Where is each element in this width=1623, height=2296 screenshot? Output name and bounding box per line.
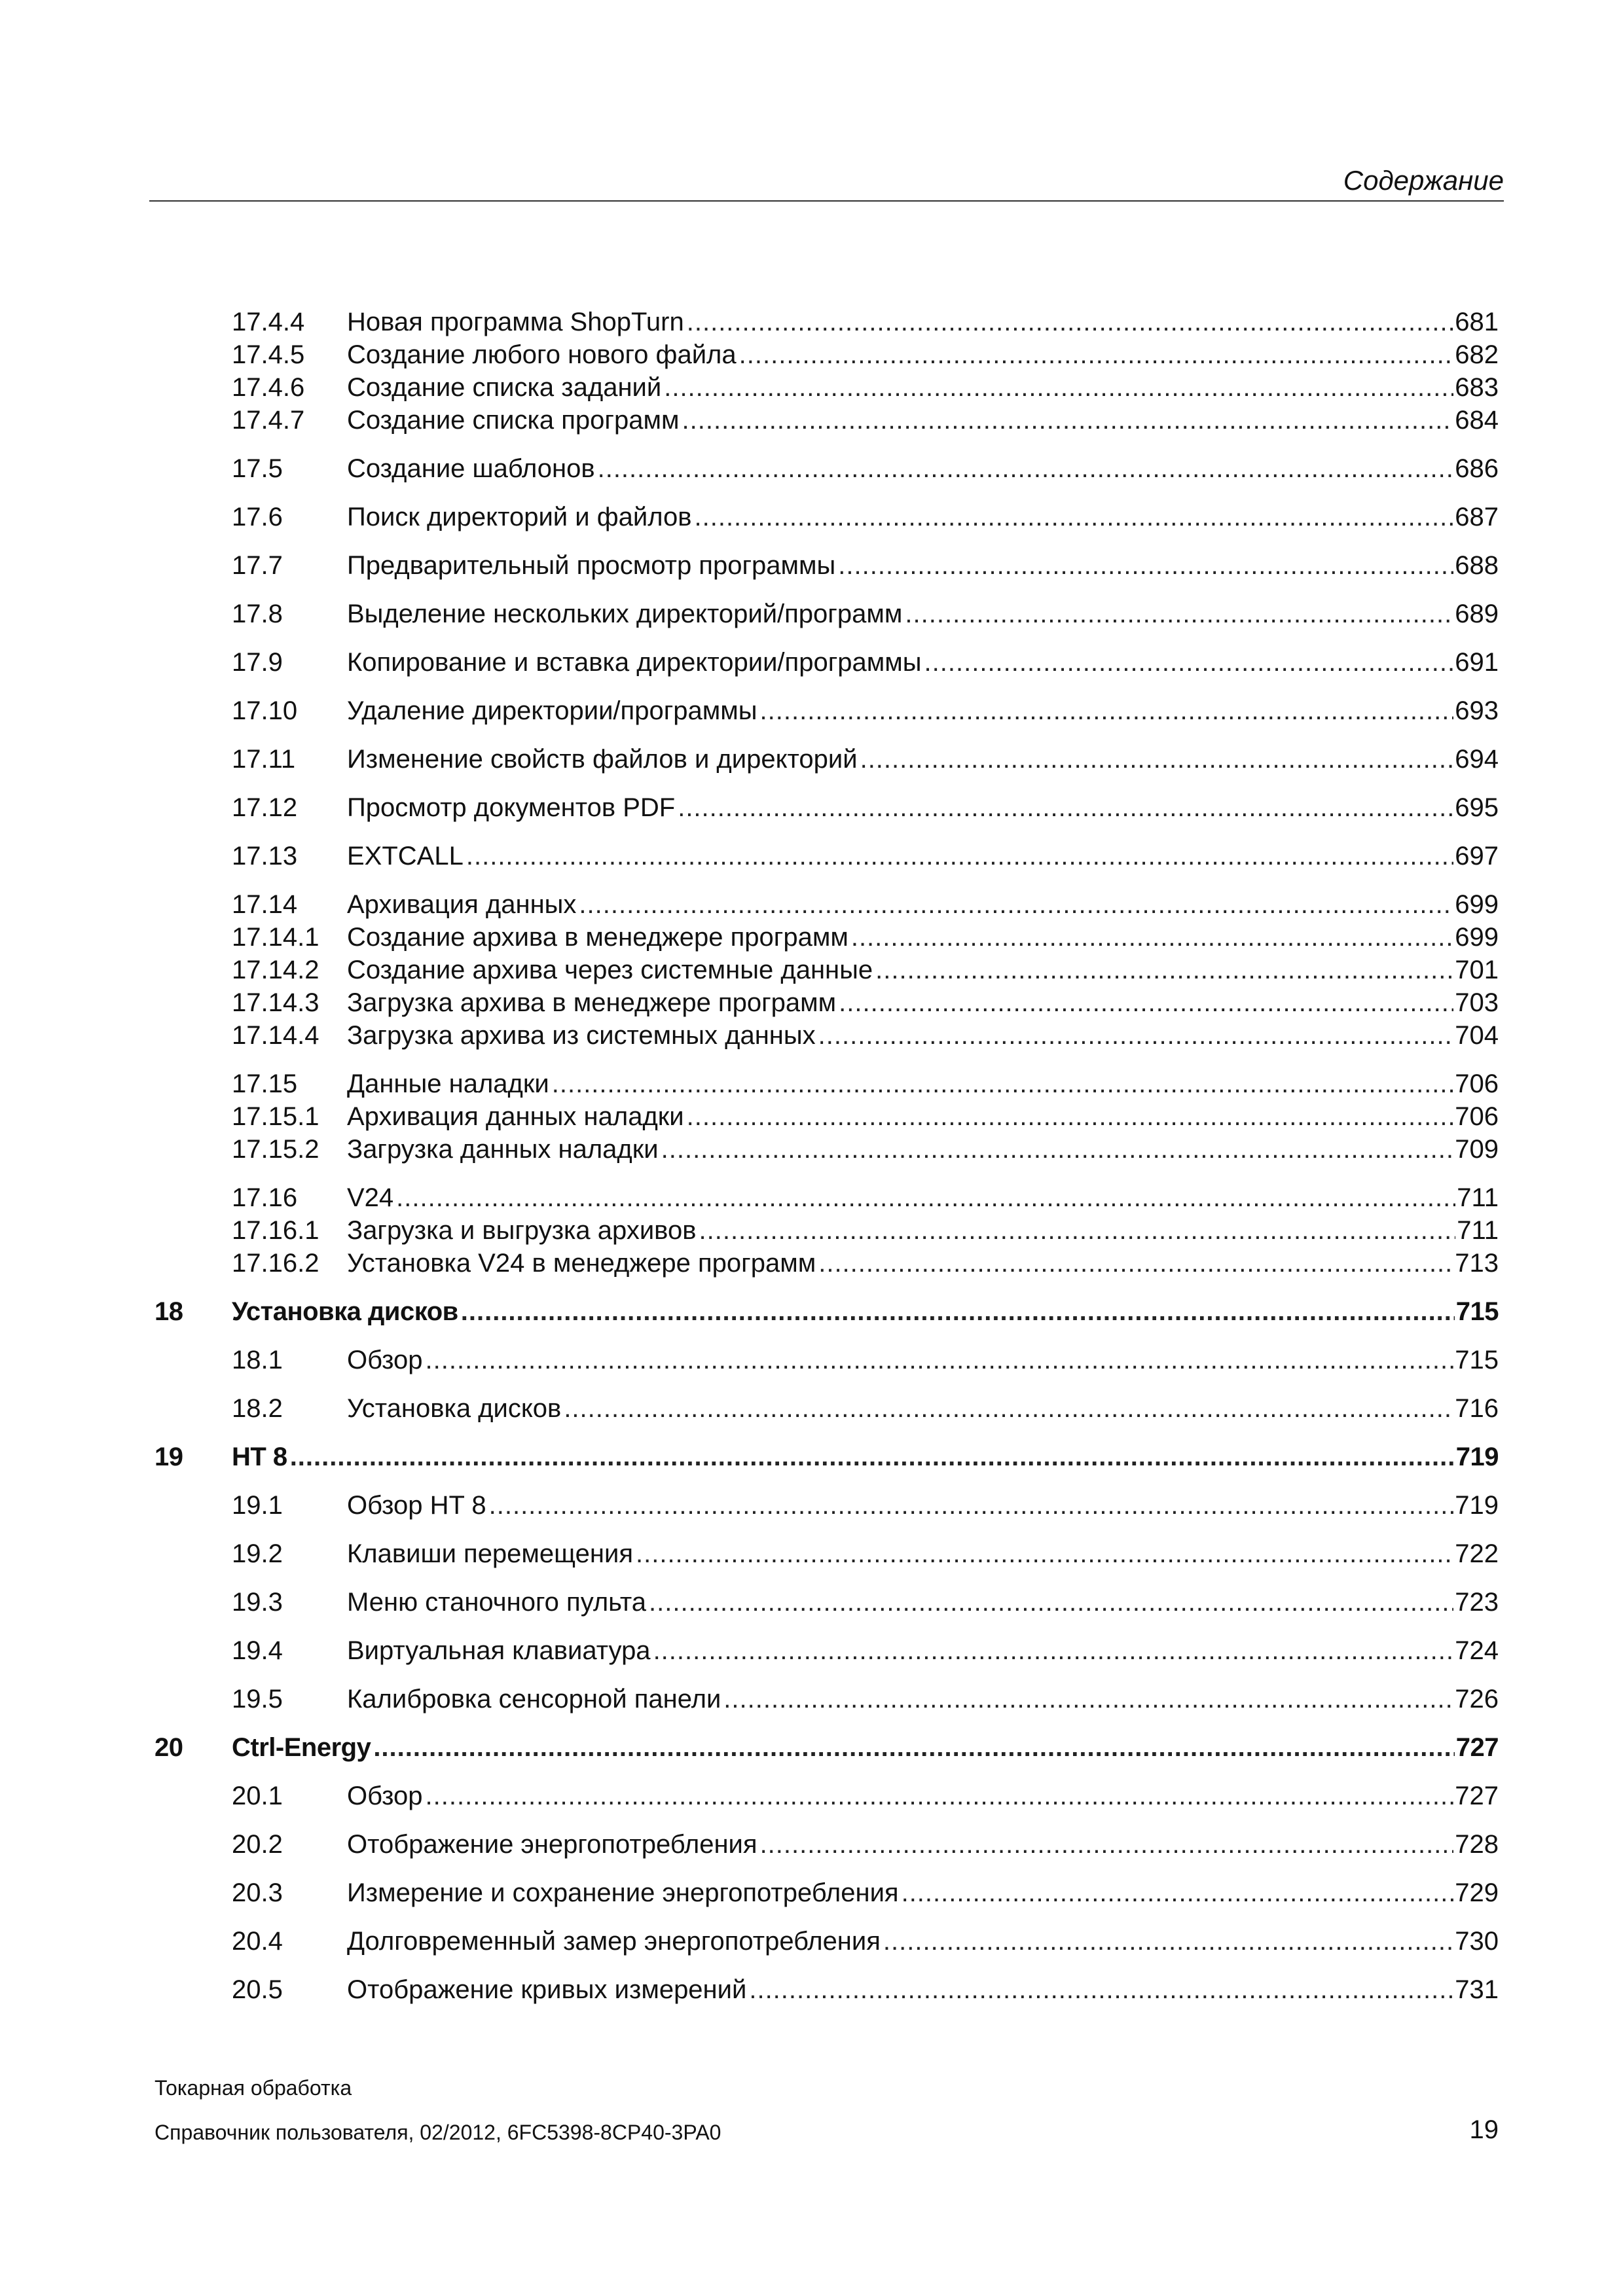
toc-entry-page-number: 699 xyxy=(1455,923,1499,952)
toc-dot-leader xyxy=(818,1246,1453,1280)
toc-entry-page-number: 706 xyxy=(1455,1069,1499,1098)
toc-entry-page-number: 727 xyxy=(1455,1733,1499,1762)
toc-entry-number: 17.4.4 xyxy=(232,308,305,336)
toc-entry-page-number: 687 xyxy=(1455,503,1499,531)
toc-dot-leader xyxy=(839,986,1453,1020)
toc-dot-leader xyxy=(818,1018,1454,1052)
toc-entry-page-number: 727 xyxy=(1455,1782,1499,1810)
toc-entry-title-with-leader xyxy=(347,920,1455,954)
toc-dot-leader xyxy=(739,338,1454,372)
toc-section-entry[interactable] xyxy=(155,694,1499,728)
toc-dot-leader xyxy=(579,888,1453,922)
toc-entry-number: 19.5 xyxy=(232,1685,283,1713)
toc-section-entry[interactable] xyxy=(155,403,1499,437)
toc-entry-number: 17.14 xyxy=(232,890,298,919)
toc-entry-number: 17.6 xyxy=(232,503,283,531)
toc-dot-leader xyxy=(489,1488,1454,1522)
toc-entry-title-with-leader xyxy=(347,305,1455,339)
toc-section-entry[interactable] xyxy=(155,791,1499,825)
toc-section-entry[interactable] xyxy=(155,839,1499,873)
toc-entry-title: Просмотр документов PDF xyxy=(347,793,676,822)
toc-entry-number: 17.13 xyxy=(232,842,298,870)
toc-entry-page-number: 697 xyxy=(1455,842,1499,870)
toc-entry-title: Установка дисков xyxy=(347,1394,562,1423)
toc-entry-title-with-leader xyxy=(347,694,1455,728)
toc-entry-title-with-leader xyxy=(347,1132,1455,1166)
toc-section-entry[interactable] xyxy=(155,338,1499,372)
toc-section-entry[interactable] xyxy=(155,1391,1499,1426)
toc-entry-title: Обзор xyxy=(347,1782,423,1810)
toc-entry-title: Архивация данных xyxy=(347,890,577,919)
toc-entry-page-number: 694 xyxy=(1455,745,1499,774)
toc-entry-page-number: 691 xyxy=(1455,648,1499,677)
toc-entry-title: Клавиши перемещения xyxy=(347,1539,633,1568)
toc-entry-page-number: 716 xyxy=(1455,1394,1499,1423)
toc-dot-leader xyxy=(924,645,1454,679)
toc-entry-page-number: 693 xyxy=(1455,696,1499,725)
toc-entry-number: 20.4 xyxy=(232,1927,283,1956)
toc-entry-title: Создание архива через системные данные xyxy=(347,956,873,984)
toc-entry-title: Обзор xyxy=(347,1346,423,1374)
toc-dot-leader xyxy=(461,1295,1455,1329)
toc-section-entry[interactable] xyxy=(155,1132,1499,1166)
toc-entry-title: Калибровка сенсорной панели xyxy=(347,1685,721,1713)
toc-entry-number: 17.14.4 xyxy=(232,1021,319,1050)
toc-dot-leader xyxy=(760,694,1454,728)
toc-entry-title-with-leader xyxy=(347,1018,1455,1052)
toc-chapter-entry[interactable] xyxy=(155,1731,1499,1765)
toc-entry-title: Долговременный замер энергопотребления xyxy=(347,1927,881,1956)
table-of-contents xyxy=(155,0,1499,2094)
toc-entry-title-with-leader xyxy=(347,791,1455,825)
toc-entry-page-number: 684 xyxy=(1455,406,1499,435)
toc-entry-number: 17.11 xyxy=(232,745,296,774)
toc-entry-number: 20.2 xyxy=(232,1830,283,1859)
toc-dot-leader xyxy=(723,1682,1453,1716)
toc-entry-page-number: 686 xyxy=(1455,454,1499,483)
toc-entry-title: Изменение свойств файлов и директорий xyxy=(347,745,858,774)
toc-dot-leader xyxy=(851,920,1453,954)
toc-entry-title-with-leader xyxy=(347,548,1455,583)
toc-section-entry[interactable] xyxy=(155,1537,1499,1571)
toc-entry-title-with-leader xyxy=(347,597,1455,631)
toc-entry-page-number: 711 xyxy=(1457,1183,1499,1212)
toc-entry-page-number: 703 xyxy=(1455,988,1499,1017)
toc-entry-number: 19 xyxy=(155,1443,183,1471)
toc-section-entry[interactable] xyxy=(155,1488,1499,1522)
toc-section-entry[interactable] xyxy=(155,1682,1499,1716)
toc-entry-number: 17.7 xyxy=(232,551,283,580)
toc-entry-title-with-leader xyxy=(347,338,1455,372)
toc-entry-page-number: 709 xyxy=(1455,1135,1499,1164)
toc-entry-page-number: 731 xyxy=(1455,1975,1499,2004)
toc-dot-leader xyxy=(860,742,1454,776)
toc-entry-title-with-leader xyxy=(347,1246,1455,1280)
toc-entry-title: Измерение и сохранение энергопотребления xyxy=(347,1878,899,1907)
toc-dot-leader xyxy=(661,1132,1454,1166)
toc-section-entry[interactable] xyxy=(155,1924,1499,1958)
toc-entry-number: 17.14.2 xyxy=(232,956,319,984)
toc-section-entry[interactable] xyxy=(155,1585,1499,1619)
toc-entry-page-number: 724 xyxy=(1455,1636,1499,1665)
toc-entry-page-number: 683 xyxy=(1455,373,1499,402)
toc-dot-leader xyxy=(653,1634,1454,1668)
toc-entry-title: Поиск директорий и файлов xyxy=(347,503,692,531)
toc-entry-number: 19.2 xyxy=(232,1539,283,1568)
toc-dot-leader xyxy=(694,500,1453,534)
toc-entry-title: HT 8 xyxy=(232,1443,287,1471)
toc-section-entry[interactable] xyxy=(155,1067,1499,1101)
toc-dot-leader xyxy=(678,791,1453,825)
toc-section-entry[interactable] xyxy=(155,1018,1499,1052)
toc-entry-title-with-leader xyxy=(347,645,1455,679)
toc-entry-title: Создание списка программ xyxy=(347,406,680,435)
toc-section-entry[interactable] xyxy=(155,548,1499,583)
toc-entry-number: 17.4.7 xyxy=(232,406,305,435)
toc-entry-title: Загрузка и выгрузка архивов xyxy=(347,1216,697,1245)
toc-entry-title: Данные наладки xyxy=(347,1069,549,1098)
toc-entry-title-with-leader xyxy=(347,1213,1457,1247)
toc-entry-title-with-leader xyxy=(347,1067,1455,1101)
toc-chapter-entry[interactable] xyxy=(155,1440,1499,1474)
toc-entry-title-with-leader xyxy=(347,1343,1455,1377)
toc-entry-number: 19.3 xyxy=(232,1588,283,1617)
toc-section-entry[interactable] xyxy=(155,305,1499,339)
toc-entry-page-number: 699 xyxy=(1455,890,1499,919)
toc-dot-leader xyxy=(749,1973,1453,2007)
toc-section-entry[interactable] xyxy=(155,1827,1499,1861)
toc-entry-number: 18.1 xyxy=(232,1346,283,1374)
toc-entry-title: Обзор HT 8 xyxy=(347,1491,486,1520)
toc-entry-title-with-leader xyxy=(347,1924,1455,1958)
toc-section-entry[interactable] xyxy=(155,597,1499,631)
toc-entry-page-number: 713 xyxy=(1455,1249,1499,1278)
toc-entry-number: 20.5 xyxy=(232,1975,283,2004)
toc-entry-page-number: 722 xyxy=(1455,1539,1499,1568)
toc-dot-leader xyxy=(466,839,1453,873)
toc-entry-number: 17.8 xyxy=(232,600,283,628)
toc-entry-page-number: 706 xyxy=(1455,1102,1499,1131)
toc-entry-page-number: 726 xyxy=(1455,1685,1499,1713)
toc-entry-number: 17.16.2 xyxy=(232,1249,319,1278)
toc-dot-leader xyxy=(564,1391,1453,1426)
toc-entry-number: 17.4.6 xyxy=(232,373,305,402)
toc-entry-title-with-leader xyxy=(347,1488,1455,1522)
toc-entry-number: 17.15.2 xyxy=(232,1135,319,1164)
toc-entry-title-with-leader xyxy=(232,1295,1456,1329)
toc-entry-page-number: 723 xyxy=(1455,1588,1499,1617)
toc-entry-title: Создание шаблонов xyxy=(347,454,595,483)
page-number: 19 xyxy=(1469,2115,1499,2144)
toc-entry-number: 17.15.1 xyxy=(232,1102,319,1131)
toc-entry-title: Предварительный просмотр программы xyxy=(347,551,836,580)
toc-section-entry[interactable] xyxy=(155,986,1499,1020)
toc-dot-leader xyxy=(905,597,1453,631)
toc-entry-page-number: 715 xyxy=(1455,1297,1499,1326)
toc-entry-title-with-leader xyxy=(232,1731,1456,1765)
toc-entry-number: 17.5 xyxy=(232,454,283,483)
toc-section-entry[interactable] xyxy=(155,953,1499,987)
toc-entry-page-number: 681 xyxy=(1455,308,1499,336)
toc-section-entry[interactable] xyxy=(155,742,1499,776)
toc-section-entry[interactable] xyxy=(155,500,1499,534)
toc-entry-page-number: 719 xyxy=(1455,1491,1499,1520)
toc-dot-leader xyxy=(636,1537,1453,1571)
toc-entry-number: 20.1 xyxy=(232,1782,283,1810)
toc-entry-title-with-leader xyxy=(347,1682,1455,1716)
toc-entry-title-with-leader xyxy=(347,370,1455,404)
toc-entry-number: 20.3 xyxy=(232,1878,283,1907)
toc-entry-number: 17.15 xyxy=(232,1069,298,1098)
toc-dot-leader xyxy=(426,1343,1454,1377)
toc-entry-number: 20 xyxy=(155,1733,183,1762)
footer-document-title: Токарная обработка xyxy=(155,2076,352,2100)
toc-dot-leader xyxy=(838,548,1453,583)
toc-dot-leader xyxy=(902,1876,1454,1910)
toc-dot-leader xyxy=(664,370,1453,404)
toc-entry-number: 18.2 xyxy=(232,1394,283,1423)
toc-section-entry[interactable] xyxy=(155,1181,1499,1215)
toc-section-entry[interactable] xyxy=(155,452,1499,486)
toc-dot-leader xyxy=(699,1213,1455,1247)
toc-dot-leader xyxy=(687,305,1454,339)
toc-dot-leader xyxy=(687,1100,1454,1134)
toc-dot-leader xyxy=(760,1827,1454,1861)
toc-entry-number: 17.14.3 xyxy=(232,988,319,1017)
toc-entry-title: Загрузка данных наладки xyxy=(347,1135,659,1164)
toc-entry-title: Ctrl-Energy xyxy=(232,1733,371,1762)
toc-entry-title: Установка V24 в менеджере программ xyxy=(347,1249,816,1278)
toc-entry-page-number: 730 xyxy=(1455,1927,1499,1956)
toc-entry-number: 17.4.5 xyxy=(232,340,305,369)
toc-entry-number: 19.4 xyxy=(232,1636,283,1665)
toc-chapter-entry[interactable] xyxy=(155,1295,1499,1329)
toc-entry-title-with-leader xyxy=(347,1973,1455,2007)
toc-entry-title: Удаление директории/программы xyxy=(347,696,757,725)
toc-entry-title-with-leader xyxy=(347,953,1455,987)
toc-entry-title: Архивация данных наладки xyxy=(347,1102,684,1131)
toc-entry-page-number: 711 xyxy=(1457,1216,1499,1245)
toc-entry-title-with-leader xyxy=(347,839,1455,873)
toc-entry-title: EXTCALL xyxy=(347,842,464,870)
toc-dot-leader xyxy=(649,1585,1453,1619)
toc-entry-number: 17.9 xyxy=(232,648,283,677)
toc-entry-number: 17.14.1 xyxy=(232,923,319,952)
toc-entry-title-with-leader xyxy=(232,1440,1456,1474)
toc-entry-title: Меню станочного пульта xyxy=(347,1588,646,1617)
toc-section-entry[interactable] xyxy=(155,1634,1499,1668)
toc-section-entry[interactable] xyxy=(155,645,1499,679)
toc-section-entry[interactable] xyxy=(155,1246,1499,1280)
toc-entry-title: Создание любого нового файла xyxy=(347,340,737,369)
toc-section-entry[interactable] xyxy=(155,888,1499,922)
toc-section-entry[interactable] xyxy=(155,1876,1499,1910)
toc-entry-page-number: 701 xyxy=(1455,956,1499,984)
toc-entry-title-with-leader xyxy=(347,1779,1455,1813)
toc-entry-page-number: 688 xyxy=(1455,551,1499,580)
toc-dot-leader xyxy=(682,403,1454,437)
toc-entry-title: Новая программа ShopTurn xyxy=(347,308,684,336)
toc-dot-leader xyxy=(883,1924,1453,1958)
toc-entry-title-with-leader xyxy=(347,888,1455,922)
toc-entry-title-with-leader xyxy=(347,403,1455,437)
running-header-title: Содержание xyxy=(1343,165,1504,196)
toc-dot-leader xyxy=(875,953,1453,987)
footer-document-info: Справочник пользователя, 02/2012, 6FC5398-8CP40-3PA0 xyxy=(155,2121,721,2144)
toc-entry-title: Копирование и вставка директории/программы xyxy=(347,648,922,677)
toc-entry-title-with-leader xyxy=(347,742,1455,776)
toc-section-entry[interactable] xyxy=(155,370,1499,404)
toc-entry-page-number: 729 xyxy=(1455,1878,1499,1907)
toc-entry-page-number: 704 xyxy=(1455,1021,1499,1050)
toc-dot-leader xyxy=(290,1440,1455,1474)
toc-dot-leader xyxy=(396,1181,1455,1215)
toc-section-entry[interactable] xyxy=(155,1973,1499,2007)
toc-entry-title-with-leader xyxy=(347,1391,1455,1426)
toc-entry-page-number: 682 xyxy=(1455,340,1499,369)
toc-entry-title-with-leader xyxy=(347,1876,1455,1910)
toc-entry-page-number: 695 xyxy=(1455,793,1499,822)
toc-entry-title: Создание архива в менеджере программ xyxy=(347,923,848,952)
toc-dot-leader xyxy=(598,452,1454,486)
toc-entry-number: 17.16.1 xyxy=(232,1216,319,1245)
toc-section-entry[interactable] xyxy=(155,1343,1499,1377)
toc-section-entry[interactable] xyxy=(155,1100,1499,1134)
toc-dot-leader xyxy=(373,1731,1454,1765)
toc-section-entry[interactable] xyxy=(155,1779,1499,1813)
toc-entry-title: Загрузка архива в менеджере программ xyxy=(347,988,837,1017)
toc-entry-title: V24 xyxy=(347,1183,394,1212)
toc-section-entry[interactable] xyxy=(155,1213,1499,1247)
toc-entry-title: Выделение нескольких директорий/программ xyxy=(347,600,903,628)
toc-dot-leader xyxy=(426,1779,1454,1813)
toc-entry-title: Отображение кривых измерений xyxy=(347,1975,747,2004)
toc-entry-title-with-leader xyxy=(347,500,1455,534)
toc-entry-title-with-leader xyxy=(347,1827,1455,1861)
toc-entry-page-number: 715 xyxy=(1455,1346,1499,1374)
toc-entry-title-with-leader xyxy=(347,1100,1455,1134)
toc-entry-title-with-leader xyxy=(347,1634,1455,1668)
toc-entry-title: Загрузка архива из системных данных xyxy=(347,1021,816,1050)
toc-entry-title-with-leader xyxy=(347,986,1455,1020)
toc-entry-title: Виртуальная клавиатура xyxy=(347,1636,651,1665)
toc-entry-title: Установка дисков xyxy=(232,1297,458,1326)
toc-section-entry[interactable] xyxy=(155,920,1499,954)
toc-entry-title-with-leader xyxy=(347,452,1455,486)
toc-entry-page-number: 689 xyxy=(1455,600,1499,628)
toc-entry-title-with-leader xyxy=(347,1181,1457,1215)
toc-entry-number: 19.1 xyxy=(232,1491,283,1520)
toc-dot-leader xyxy=(552,1067,1454,1101)
toc-entry-title-with-leader xyxy=(347,1585,1455,1619)
toc-entry-number: 17.12 xyxy=(232,793,298,822)
toc-entry-number: 17.10 xyxy=(232,696,298,725)
toc-entry-title: Отображение энергопотребления xyxy=(347,1830,757,1859)
toc-entry-number: 17.16 xyxy=(232,1183,298,1212)
toc-entry-number: 18 xyxy=(155,1297,183,1326)
toc-entry-page-number: 719 xyxy=(1455,1443,1499,1471)
toc-entry-title-with-leader xyxy=(347,1537,1455,1571)
toc-entry-page-number: 728 xyxy=(1455,1830,1499,1859)
toc-entry-title: Создание списка заданий xyxy=(347,373,662,402)
